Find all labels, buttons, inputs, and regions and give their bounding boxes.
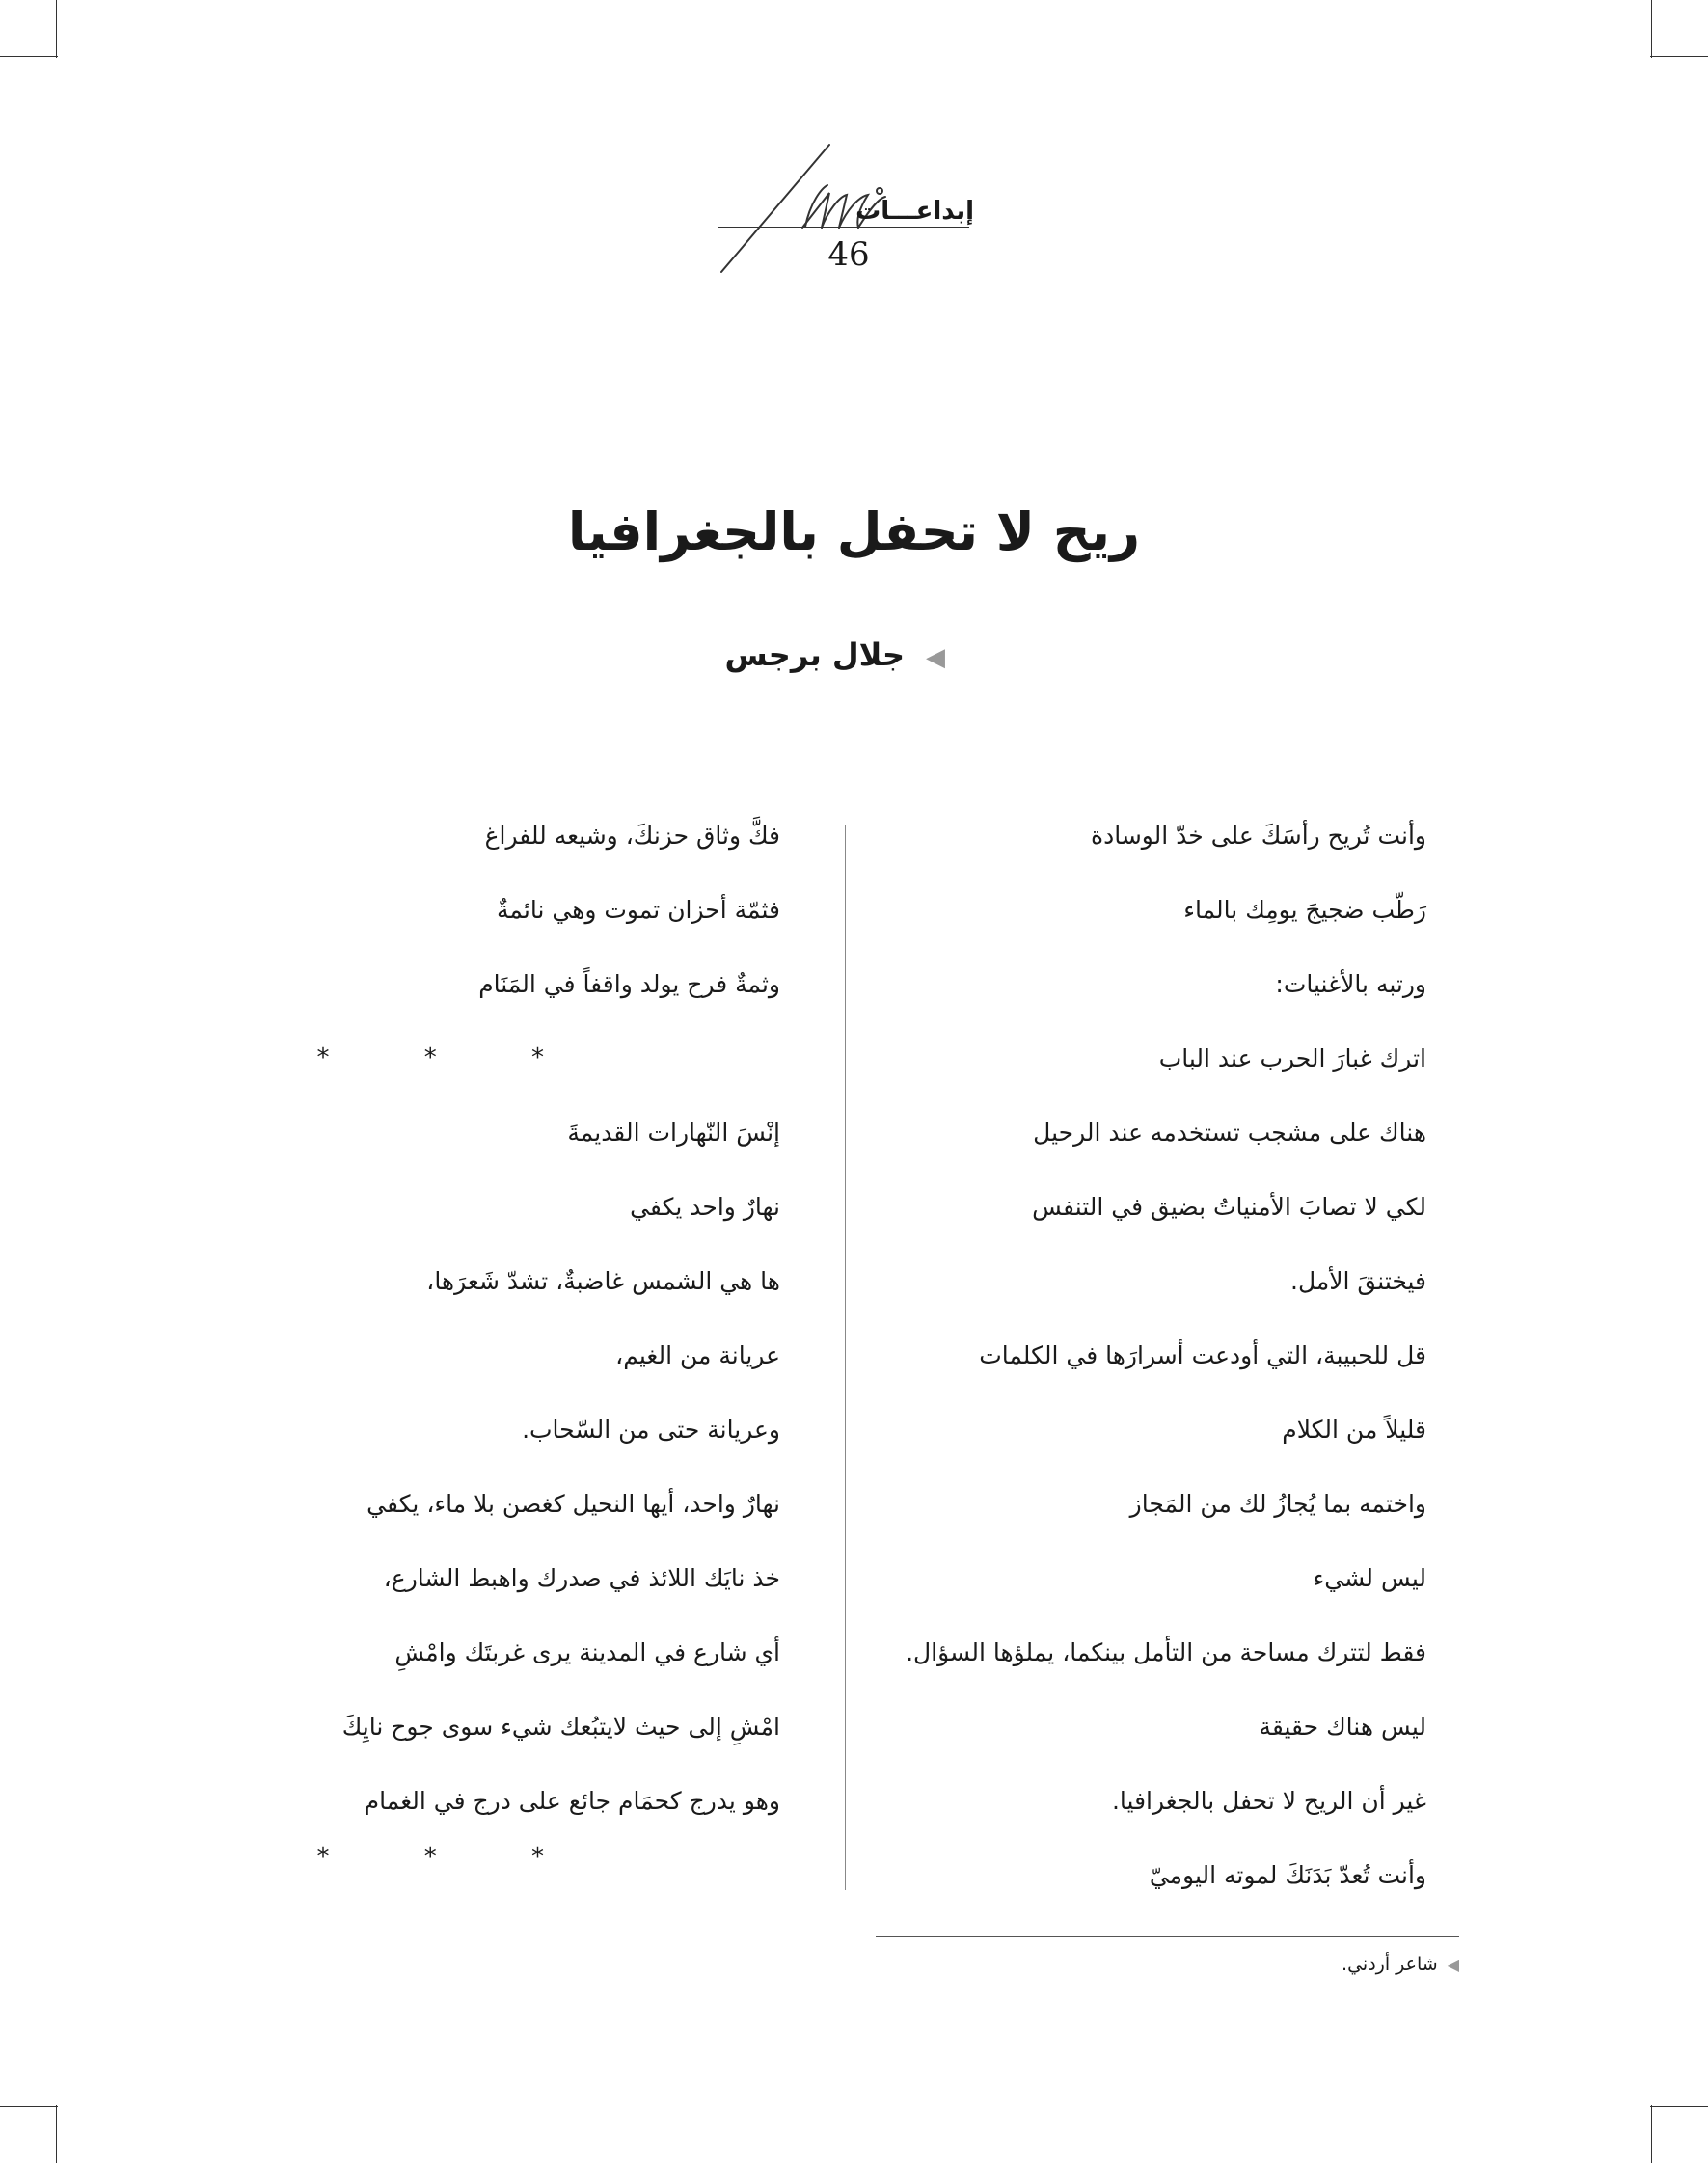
- crop-mark: [1650, 56, 1708, 57]
- poem-line: رَطّب ضجيجَ يومِك بالماء: [1183, 896, 1426, 924]
- poem-line: خذ نايَك اللائذ في صدرك واهبط الشارع،: [383, 1564, 780, 1592]
- crop-mark: [56, 2105, 57, 2163]
- triangle-marker-icon: ◀: [926, 643, 945, 672]
- poem-line: ليس هناك حقيقة: [1259, 1713, 1426, 1741]
- crop-mark: [0, 56, 58, 57]
- poem-line: اترك غبارَ الحرب عند الباب: [1158, 1044, 1426, 1072]
- poem-line: لكي لا تصابَ الأمنياتُ بضيق في التنفس: [1032, 1193, 1426, 1221]
- poem-line: نهارٌ واحد يكفي: [630, 1193, 780, 1221]
- author-name: جلال برجس: [724, 636, 905, 673]
- poem-line: ليس لشيء: [1313, 1564, 1426, 1592]
- poem-line: واختمه بما يُجازُ لك من المَجاز: [1129, 1490, 1426, 1518]
- stanza-separator: * * *: [316, 1043, 587, 1072]
- crop-mark: [1651, 0, 1652, 58]
- poem-line: وأنت تُريح رأسَكَ على خدّ الوسادة: [1090, 822, 1426, 850]
- crop-mark: [0, 2106, 58, 2107]
- crop-mark: [56, 0, 57, 58]
- poem-line: قل للحبيبة، التي أودعت أسرارَها في الكلمات: [979, 1341, 1426, 1369]
- poem-left-column: [202, 798, 780, 1877]
- poem-line: أي شارع في المدينة يرى غربتَك وامْشِ: [394, 1638, 780, 1666]
- poem-line: وهو يدرج كحمَام جائع على درج في الغمام: [364, 1787, 780, 1815]
- poem-line: وثمةٌ فرح يولد واقفاً في المَنَام: [478, 970, 780, 998]
- column-divider: [845, 825, 846, 1890]
- poem-line: فقط لتترك مساحة من التأمل بينكما، يملؤها السؤال.: [906, 1638, 1426, 1666]
- poem-right-column: [848, 798, 1426, 1912]
- poem-line: فيختنقَ الأمل.: [1290, 1267, 1426, 1295]
- poem-title: ريح لا تحفل بالجغرافيا: [567, 501, 1141, 562]
- section-label: إبداعـــات: [855, 197, 974, 226]
- poem-line: نهارٌ واحد، أيها النحيل كغصن بلا ماء، يكفي: [366, 1490, 780, 1518]
- poem-line: ورتبه بالأغنيات:: [1275, 970, 1426, 998]
- footnote-text: شاعر أردني.: [1342, 1954, 1438, 1975]
- poem-line: قليلاً من الكلام: [1282, 1416, 1426, 1444]
- header-rule: [718, 227, 969, 228]
- poem-line: وعريانة حتى من السّحاب.: [522, 1416, 780, 1444]
- crop-mark: [1651, 2105, 1652, 2163]
- poem-line: وأنت تُعدّ بَدَنَكَ لموته اليوميّ: [1149, 1861, 1426, 1889]
- poem-line: عريانة من الغيم،: [615, 1341, 780, 1369]
- poem-line: غير أن الريح لا تحفل بالجغرافيا.: [1111, 1787, 1426, 1815]
- stanza-separator: * * *: [316, 1843, 587, 1872]
- poem-line: فكَّ وثاق حزنكَ، وشيعه للفراغ: [484, 822, 780, 850]
- footnote: [881, 1954, 1459, 1975]
- poem-line: امْشِ إلى حيث لايتبُعك شيء سوى جوح نايِكَ: [341, 1713, 780, 1741]
- poem-line: فثمّة أحزان تموت وهي نائمةٌ: [497, 896, 780, 924]
- crop-mark: [1650, 2106, 1708, 2107]
- poem-line: هناك على مشجب تستخدمه عند الرحيل: [1033, 1119, 1426, 1147]
- page-number: 46: [827, 235, 870, 274]
- triangle-marker-icon: ◀: [1447, 1956, 1459, 1974]
- poem-line: ها هي الشمس غاضبةٌ، تشدّ شَعرَها،: [426, 1267, 780, 1295]
- author-byline: [637, 636, 945, 673]
- footnote-rule: [876, 1936, 1459, 1937]
- poem-line: إنْسَ النّهارات القديمةَ: [567, 1119, 780, 1147]
